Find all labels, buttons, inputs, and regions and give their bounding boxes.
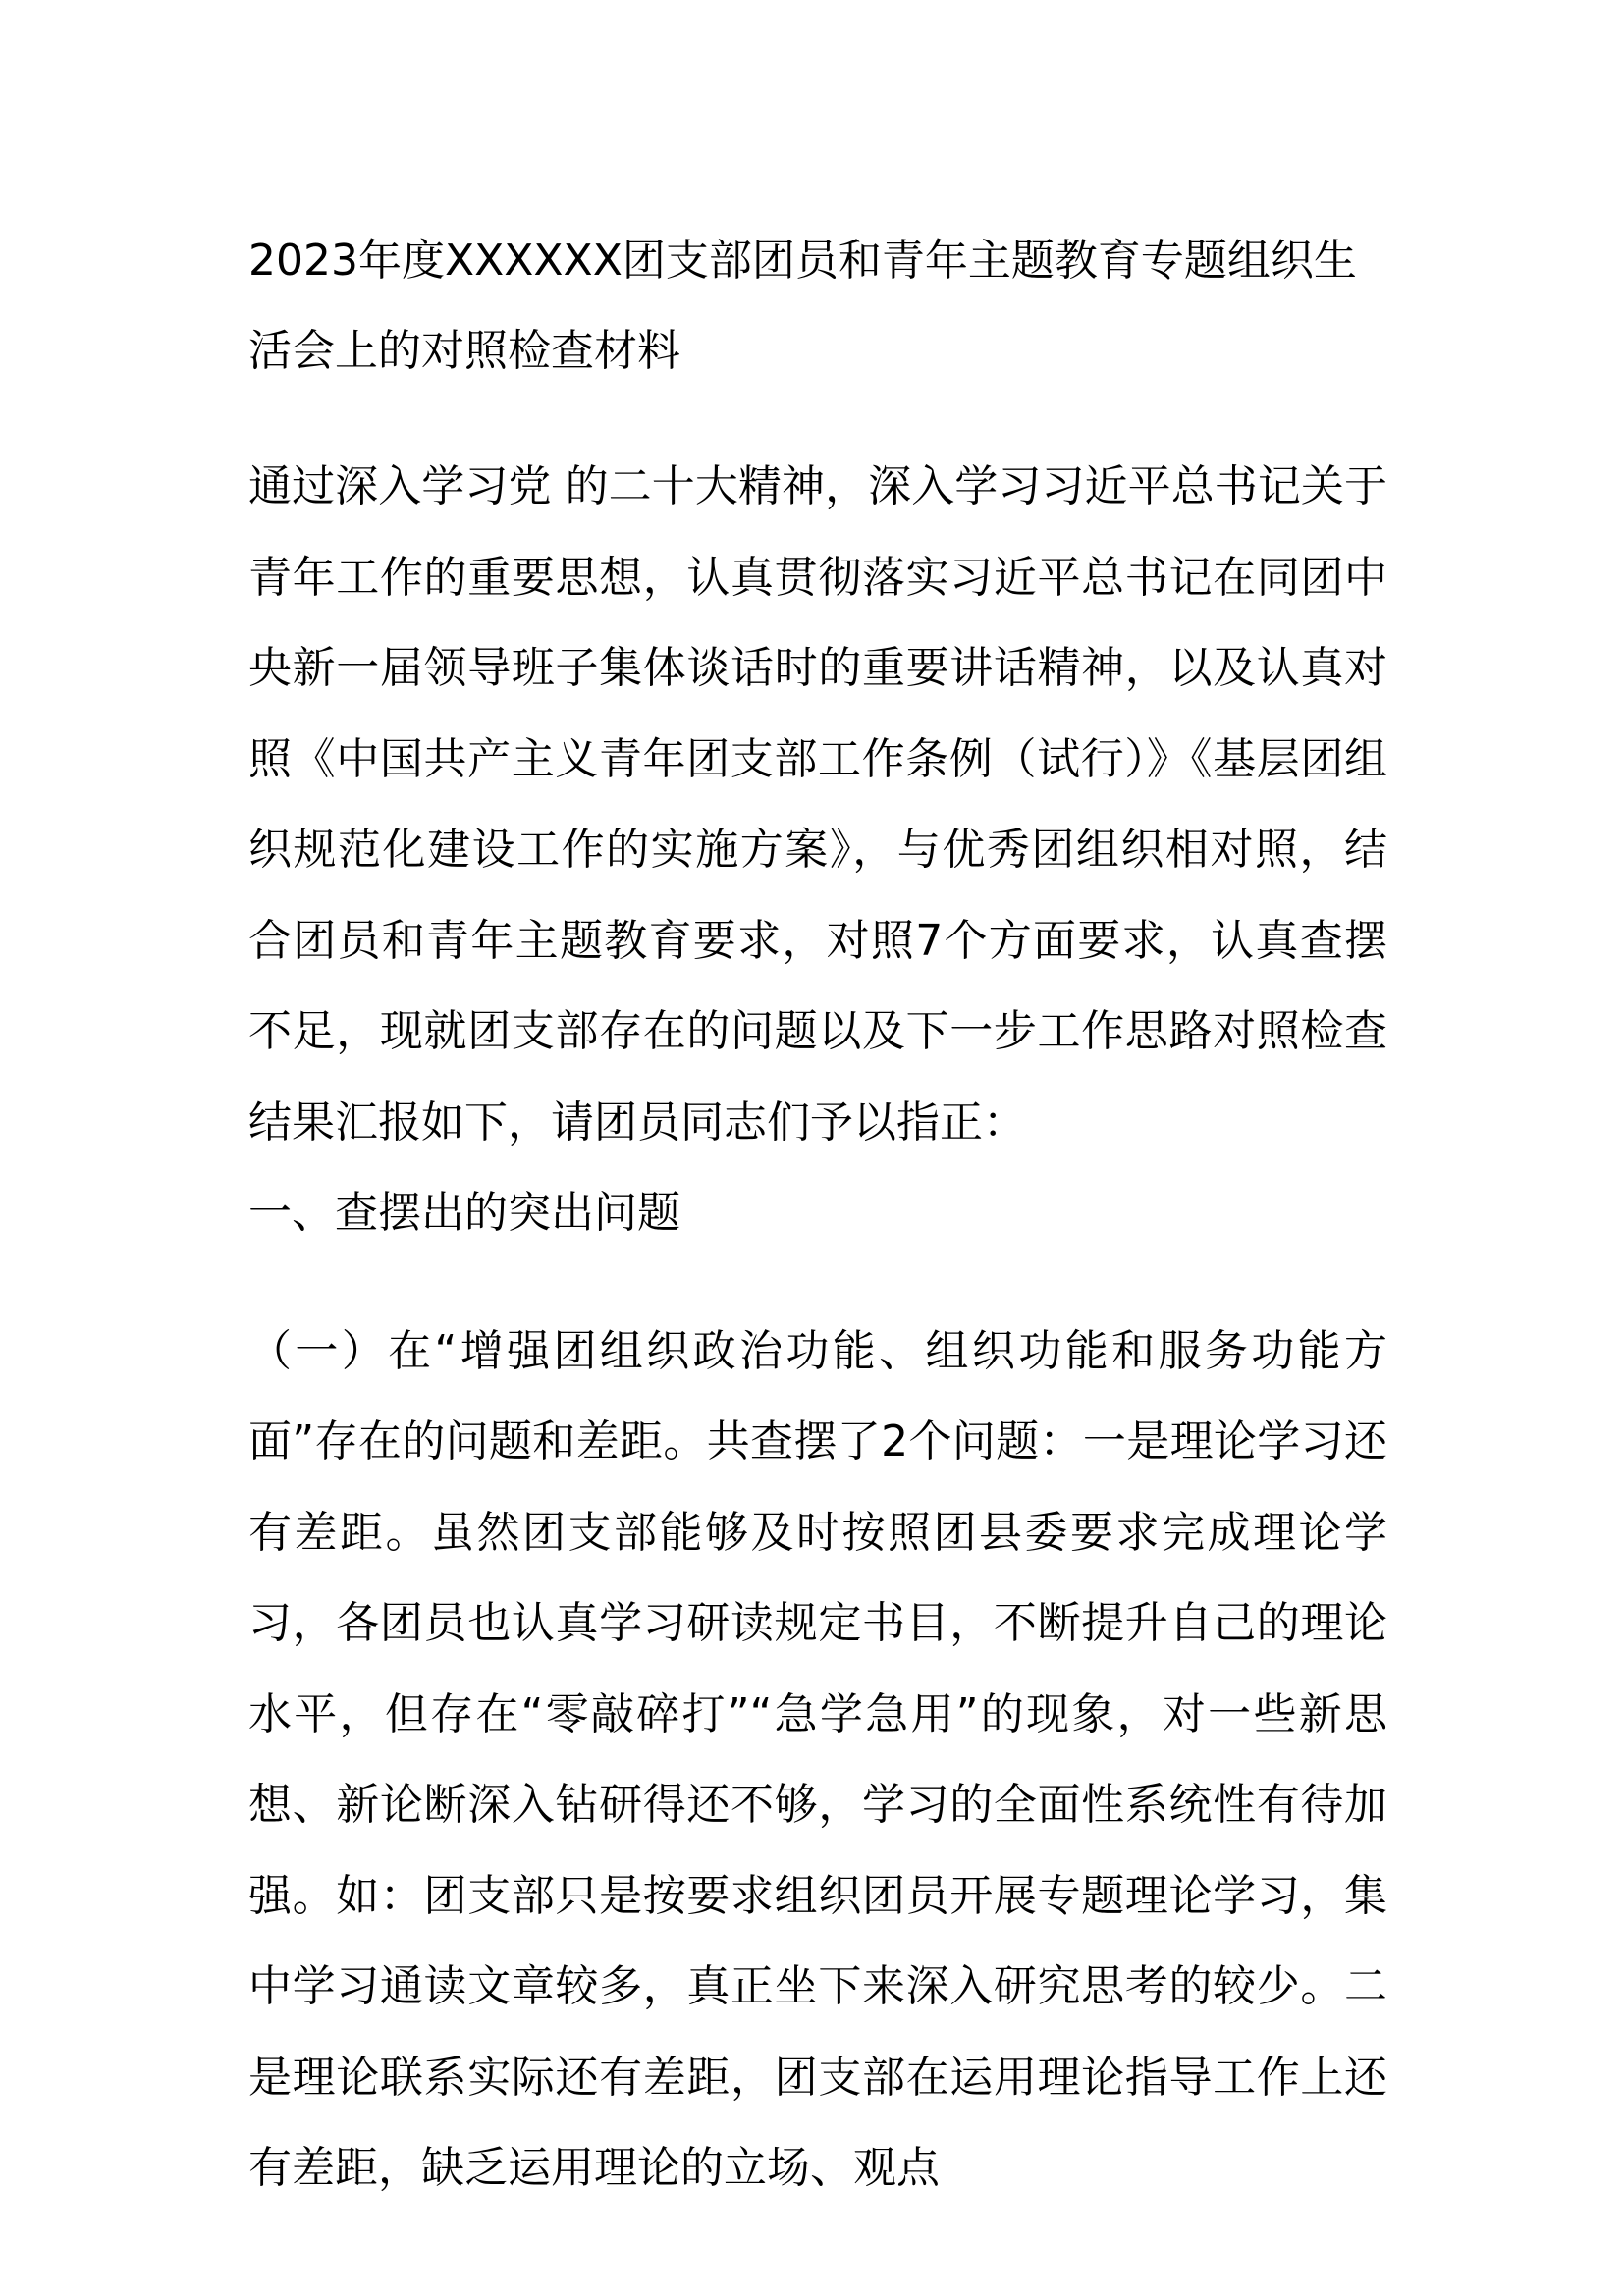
document-body (248, 216, 1387, 2215)
document-title: 2023年度XXXXXX团支部团员和青年主题教育专题组织生活会上的对照检查材料 (248, 236, 1357, 376)
subsection-paragraph: （一）在“增强团组织政治功能、组织功能和服务功能方面”存在的问题和差距。共查摆了2个问题：一是理论学习还有差距。虽然团支部能够及时按照团县委要求完成理论学习，各团员也认真学习研读规定书目，不断提升自己的理论水平，但存在“零敲碎打”“急学急用”的现象，对一些新思想、新论断深入钻研得还不够，学习的全面性系统性有待加强。如：团支部只是按要求组织团员开展专题理论学习，集中学习通读文章较多，真正坐下来深入研究思考的较少。二是理论联系实际还有差距，团支部在运用理论指导工作上还有差距，缺乏运用理论的立场、观点 (248, 1325, 1387, 2193)
section-heading: 一、查摆出的突出问题 (248, 1188, 680, 1238)
intro-paragraph: 通过深入学习党 的二十大精神，深入学习习近平总书记关于青年工作的重要思想，认真贯彻落实习近平总书记在同团中央新一届领导班子集体谈话时的重要讲话精神，以及认真对照《中国共产主义青年团支部工作条例（试行）》《基层团组织规范化建设工作的实施方案》，与优秀团组织相对照，结合团员和青年主题教育要求，对照7个方面要求，认真查摆不足，现就团支部存在的问题以及下一步工作思路对照检查结果汇报如下，请团员同志们予以指正： (248, 461, 1387, 1148)
